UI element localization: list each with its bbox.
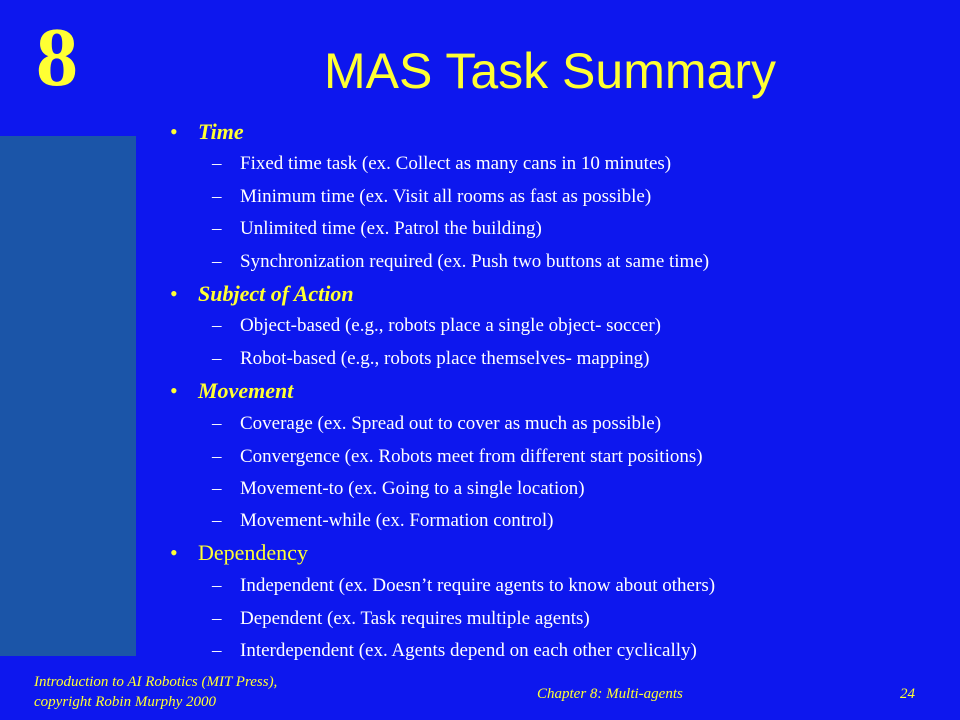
list-item xyxy=(212,641,697,660)
section-heading-time xyxy=(170,121,244,143)
list-item xyxy=(212,316,661,335)
section-label: Dependency xyxy=(198,540,308,565)
section-heading-dependency xyxy=(170,542,308,564)
section-label: Movement xyxy=(198,378,294,403)
dash-icon: – xyxy=(212,315,222,336)
list-item-text: Fixed time task (ex. Collect as many cans in 10 minutes) xyxy=(240,153,672,174)
list-item-text: Movement-while (ex. Formation control) xyxy=(240,510,554,531)
bullet-icon: • xyxy=(170,540,178,565)
dash-icon: – xyxy=(212,251,222,272)
footer-credit-line-2: copyright Robin Murphy 2000 xyxy=(34,694,217,710)
list-item xyxy=(212,414,661,433)
list-item xyxy=(212,511,553,530)
section-label: Subject of Action xyxy=(198,281,354,306)
chapter-number: 8 xyxy=(36,11,78,104)
list-item xyxy=(212,576,715,595)
dash-icon: – xyxy=(212,510,222,531)
list-item-text: Coverage (ex. Spread out to cover as much as possible) xyxy=(240,413,662,434)
list-item xyxy=(212,219,542,238)
bullet-icon: • xyxy=(170,281,178,306)
dash-icon: – xyxy=(212,575,222,596)
list-item-text: Convergence (ex. Robots meet from different start positions) xyxy=(240,446,703,467)
dash-icon: – xyxy=(212,348,222,369)
bullet-icon: • xyxy=(170,119,178,144)
footer-chapter: Chapter 8: Multi-agents xyxy=(537,686,683,702)
dash-icon: – xyxy=(212,478,222,499)
list-item xyxy=(212,447,703,466)
list-item-text: Synchronization required (ex. Push two buttons at same time) xyxy=(240,251,710,272)
list-item-text: Object-based (e.g., robots place a single object- soccer) xyxy=(240,315,661,336)
list-item xyxy=(212,479,585,498)
list-item xyxy=(212,154,671,173)
list-item-text: Robot-based (e.g., robots place themselves- mapping) xyxy=(240,348,650,369)
list-item-text: Independent (ex. Doesn’t require agents to know about others) xyxy=(240,575,716,596)
list-item-text: Dependent (ex. Task requires multiple agents) xyxy=(240,608,590,629)
bullet-icon: • xyxy=(170,378,178,403)
dash-icon: – xyxy=(212,153,222,174)
list-item xyxy=(212,187,651,206)
slide-title: MAS Task Summary xyxy=(324,43,776,99)
footer-credit-line-1: Introduction to AI Robotics (MIT Press), xyxy=(34,674,278,690)
dash-icon: – xyxy=(212,608,222,629)
list-item-text: Minimum time (ex. Visit all rooms as fast as possible) xyxy=(240,186,652,207)
section-heading-subject-of-action xyxy=(170,283,354,305)
section-heading-movement xyxy=(170,380,293,402)
dash-icon: – xyxy=(212,413,222,434)
section-label: Time xyxy=(198,119,244,144)
dash-icon: – xyxy=(212,640,222,661)
page-number: 24 xyxy=(900,686,915,702)
dash-icon: – xyxy=(212,186,222,207)
list-item-text: Unlimited time (ex. Patrol the building) xyxy=(240,218,542,239)
dash-icon: – xyxy=(212,218,222,239)
list-item-text: Interdependent (ex. Agents depend on each other cyclically) xyxy=(240,640,697,661)
list-item xyxy=(212,609,590,628)
dash-icon: – xyxy=(212,446,222,467)
list-item-text: Movement-to (ex. Going to a single location) xyxy=(240,478,585,499)
footer-credit xyxy=(34,672,277,712)
list-item xyxy=(212,349,649,368)
list-item xyxy=(212,252,709,271)
